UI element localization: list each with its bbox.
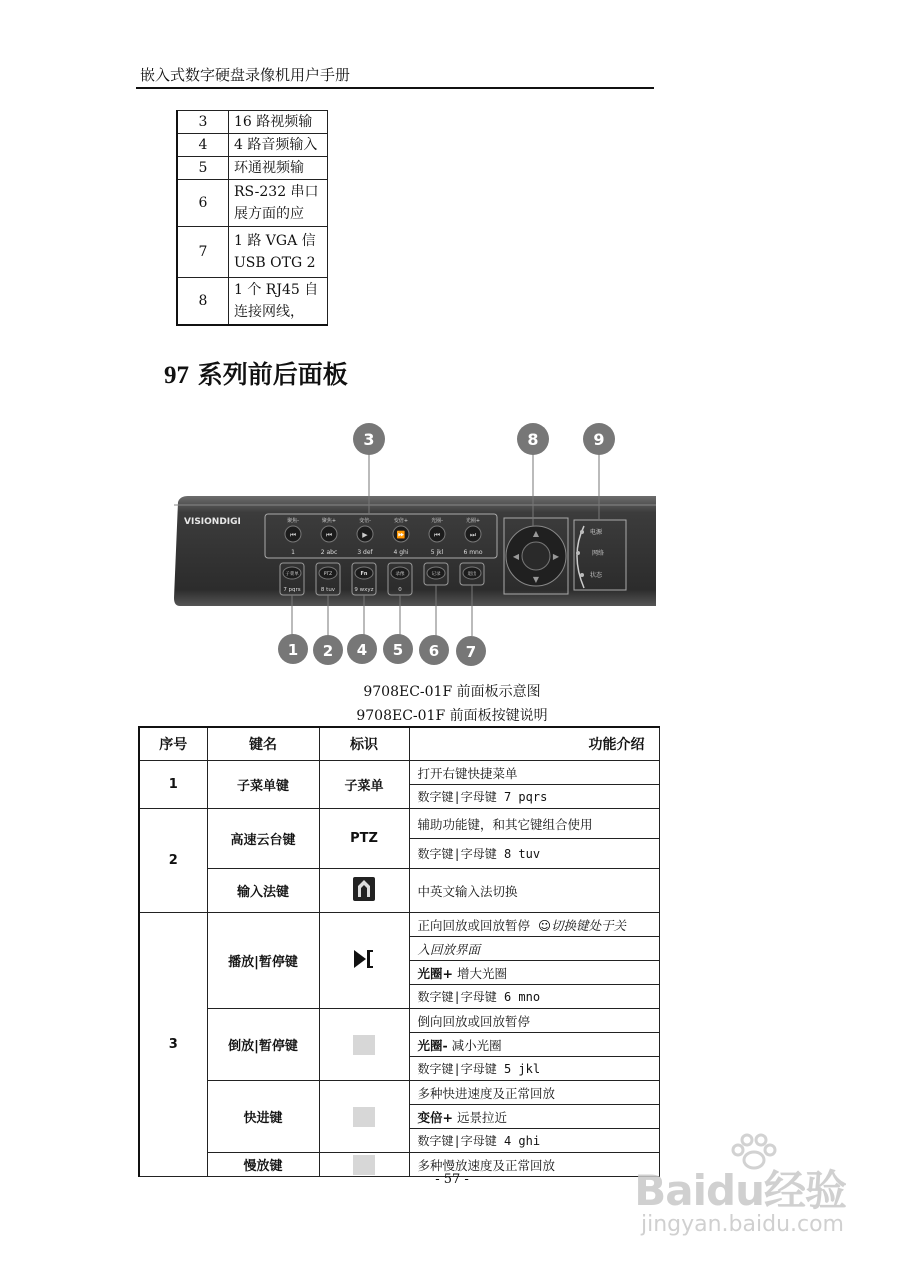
svg-text:▶: ▶ [362, 531, 368, 539]
svg-text:⏩: ⏩ [396, 531, 406, 539]
svg-text:退出: 退出 [467, 572, 477, 577]
cell-name: 输入法键 [207, 869, 319, 913]
svg-text:录像: 录像 [395, 572, 405, 577]
power-led-icon [580, 530, 584, 534]
cell-func: 数字键|字母键 7 pqrs [409, 785, 659, 809]
header-no: 序号 [139, 727, 207, 761]
svg-text:聚焦-: 聚焦- [287, 518, 299, 524]
svg-text:子菜单: 子菜单 [285, 572, 299, 577]
cell-func: 数字键|字母键 8 tuv [409, 839, 659, 869]
row-desc: 环通视频输 [229, 157, 328, 180]
row-desc-line: 1 路 VGA 信 [234, 233, 316, 249]
func-note: 切换键处于关 [551, 917, 627, 933]
cell-mark: 子菜单 [319, 761, 409, 809]
svg-text:4 ghi: 4 ghi [393, 549, 409, 556]
table-row [177, 227, 328, 278]
callout-3: 3 [363, 430, 375, 449]
key-description-table [138, 726, 660, 1177]
section-number: 97 [164, 362, 189, 389]
arrow-up-icon: ▲ [532, 529, 540, 538]
table-row [139, 809, 659, 839]
cell-func: 数字键|字母键 6 mno [409, 985, 659, 1009]
cell-func: 中英文输入法切换 [409, 869, 659, 913]
cell-func [409, 913, 659, 937]
func-bold: 变倍+ [417, 1109, 453, 1125]
arrow-right-icon: ▶ [552, 552, 560, 561]
row-number: 4 [177, 134, 229, 157]
svg-text:光圈-: 光圈- [431, 518, 443, 524]
cell-func: 多种快进速度及正常回放 [409, 1081, 659, 1105]
func-text: 增大光圈 [452, 965, 507, 981]
cell-func: 多种慢放速度及正常回放 [409, 1153, 659, 1177]
callout-7: 7 [465, 643, 477, 661]
table-row [177, 157, 328, 180]
row-number: 8 [177, 278, 229, 326]
power-label: 电源 [590, 529, 603, 536]
svg-text:⏮: ⏮ [289, 531, 297, 539]
status-led-icon [580, 573, 584, 577]
svg-text:PTZ: PTZ [323, 572, 333, 577]
row-number: 3 [177, 111, 229, 134]
table-row [139, 761, 659, 785]
table-row [177, 278, 328, 326]
cell-mark: PTZ [319, 809, 409, 869]
figure-caption: 9708EC-01F 前面板示意图 [363, 684, 541, 700]
callout-5: 5 [392, 641, 404, 659]
header-mark: 标识 [319, 727, 409, 761]
func-text: 减小光圈 [447, 1037, 502, 1053]
svg-text:聚焦+: 聚焦+ [321, 518, 337, 524]
svg-text:记录: 记录 [431, 572, 441, 577]
section-title [164, 355, 348, 391]
section-heading: 系列前后面板 [189, 360, 348, 389]
svg-text:2 abc: 2 abc [320, 549, 338, 556]
row-desc: 16 路视频输 [229, 111, 328, 134]
cell-no: 1 [139, 761, 207, 809]
cell-func: 数字键|字母键 5 jkl [409, 1057, 659, 1081]
svg-text:8 tuv: 8 tuv [320, 587, 336, 593]
svg-text:Fn: Fn [360, 571, 368, 577]
rewind-icon [319, 1009, 409, 1081]
table-row [177, 180, 328, 227]
svg-text:⏮: ⏮ [325, 531, 333, 539]
brand-logo: VISIONDIGI [184, 517, 241, 527]
header-divider [136, 87, 654, 89]
arrow-down-icon: ▼ [532, 575, 540, 584]
connector-table [176, 110, 328, 326]
table-header-row [139, 727, 659, 761]
watermark-brand: Baidu经验 [634, 1166, 846, 1215]
row-desc [229, 278, 328, 326]
cell-name: 高速云台键 [207, 809, 319, 869]
svg-text:1: 1 [291, 549, 295, 556]
callout-2: 2 [322, 642, 334, 660]
svg-text:光圈+: 光圈+ [465, 518, 481, 524]
cell-func [409, 1105, 659, 1129]
callout-1: 1 [287, 641, 299, 659]
svg-text:⏮: ⏮ [433, 531, 441, 539]
fast-forward-icon [319, 1081, 409, 1153]
table-row [177, 111, 328, 134]
cell-no: 2 [139, 809, 207, 913]
row-desc: 4 路音频输入 [229, 134, 328, 157]
cell-func: 入回放界面 [409, 937, 659, 961]
callout-4: 4 [356, 641, 368, 659]
row-desc [229, 227, 328, 278]
table-caption: 9708EC-01F 前面板按键说明 [356, 708, 548, 724]
svg-text:6 mno: 6 mno [463, 549, 483, 556]
func-text: 正向回放或回放暂停 [417, 917, 531, 933]
table-row [139, 869, 659, 913]
callout-9: 9 [593, 430, 605, 449]
iris-plus-button[interactable] [463, 517, 482, 556]
svg-text:3 def: 3 def [357, 549, 373, 556]
row-desc-line: USB OTG 2 [234, 255, 316, 271]
network-label: 网络 [592, 550, 605, 557]
row-number: 5 [177, 157, 229, 180]
cell-name: 子菜单键 [207, 761, 319, 809]
row-desc-line: 连接网线， [234, 304, 304, 320]
func-bold: 光圈+ [417, 965, 453, 981]
svg-text:变倍+: 变倍+ [393, 518, 409, 524]
row-desc [229, 180, 328, 227]
status-label: 状态 [590, 572, 603, 579]
func-text: 远景拉近 [452, 1109, 507, 1125]
callout-8: 8 [527, 430, 539, 449]
cell-name: 倒放|暂停键 [207, 1009, 319, 1081]
cell-func: 倒向回放或回放暂停 [409, 1009, 659, 1033]
row-desc-line: 展方面的应 [234, 206, 304, 222]
front-panel-diagram [172, 420, 656, 672]
focus-plus-button[interactable] [321, 517, 338, 556]
table-row [139, 1009, 659, 1033]
direction-pad[interactable] [506, 526, 566, 586]
document-header-title: 嵌入式数字硬盘录像机用户手册 [140, 66, 351, 84]
table-row [177, 134, 328, 157]
row-desc-line: 1 个 RJ45 自 [234, 282, 319, 298]
header-name: 键名 [207, 727, 319, 761]
cell-func [409, 1033, 659, 1057]
row-number: 6 [177, 180, 229, 227]
func-bold: 光圈- [417, 1037, 448, 1053]
svg-text:⏭: ⏭ [469, 531, 477, 539]
arrow-left-icon: ◀ [512, 552, 520, 561]
header-func: 功能介绍 [409, 727, 659, 761]
cell-func: 辅助功能键，和其它键组合使用 [409, 809, 659, 839]
row-desc-line: RS-232 串口 [234, 184, 319, 200]
row-number: 7 [177, 227, 229, 278]
callout-6: 6 [428, 642, 440, 660]
table-row [139, 1081, 659, 1105]
network-led-icon [576, 551, 580, 555]
table-row [139, 913, 659, 937]
cell-name: 快进键 [207, 1081, 319, 1153]
cell-func: 数字键|字母键 4 ghi [409, 1129, 659, 1153]
watermark-url: jingyan.baidu.com [640, 1212, 844, 1237]
svg-text:9 wxyz: 9 wxyz [354, 587, 374, 593]
svg-text:5 jkl: 5 jkl [430, 549, 444, 556]
cell-func [409, 961, 659, 985]
play-pause-icon [319, 913, 409, 1009]
svg-text:7 pqrs: 7 pqrs [283, 587, 301, 593]
input-method-icon [319, 869, 409, 913]
svg-text:0: 0 [398, 587, 402, 593]
cell-name: 播放|暂停键 [207, 913, 319, 1009]
zoom-plus-button[interactable] [393, 517, 409, 556]
svg-text:变倍-: 变倍- [359, 518, 371, 524]
smile-icon: ☺ [537, 917, 551, 933]
cell-func: 打开右键快捷菜单 [409, 761, 659, 785]
iris-minus-button[interactable] [429, 517, 445, 556]
page-number: - 57 - [435, 1172, 469, 1187]
cell-name: 慢放键 [207, 1153, 319, 1177]
cell-no: 3 [139, 913, 207, 1177]
